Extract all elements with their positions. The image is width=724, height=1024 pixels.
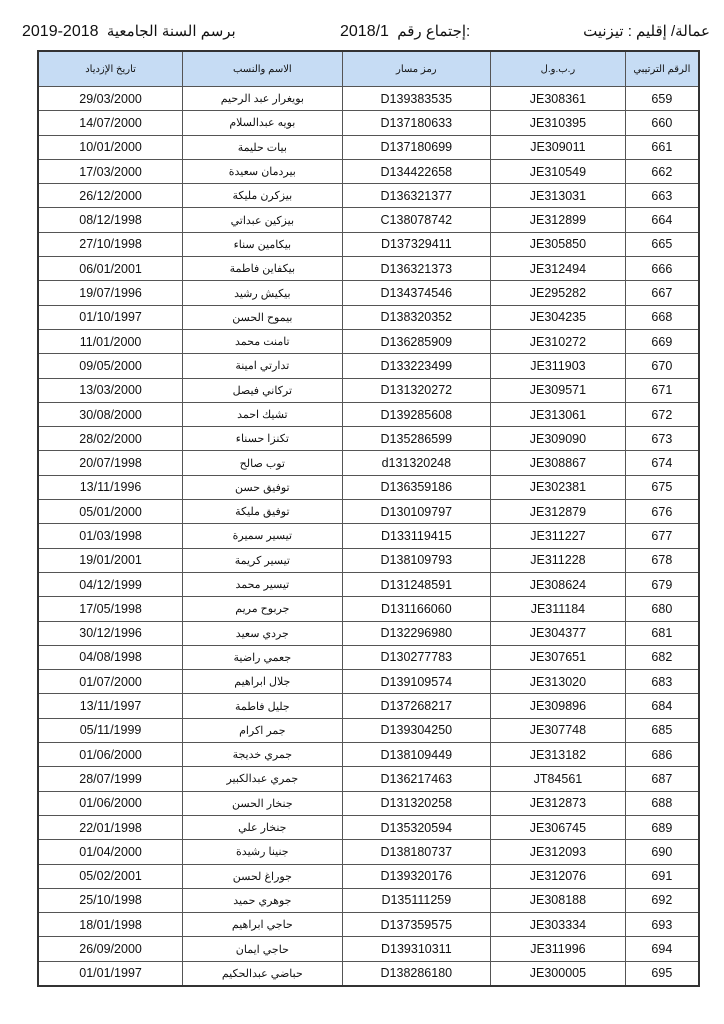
- table-row: [38, 888, 699, 912]
- academic-year: [22, 22, 236, 41]
- full-name-cell: تشيك احمد: [183, 402, 342, 426]
- full-name-cell: بيات حليمة: [183, 135, 342, 159]
- cin-cell: JE309090: [491, 427, 626, 451]
- birth-date-cell: 28/07/1999: [38, 767, 183, 791]
- meeting-number-label: إجتماع رقم:: [397, 23, 471, 40]
- massar-code-cell: D137180699: [342, 135, 491, 159]
- table-header-row: [38, 51, 699, 87]
- order-number-cell: 660: [625, 111, 699, 135]
- students-table: [37, 50, 700, 987]
- cin-cell: JE308361: [491, 87, 626, 111]
- column-header-full-name: الاسم والنسب: [183, 51, 342, 87]
- table-row: [38, 329, 699, 353]
- full-name-cell: جردي سعيد: [183, 621, 342, 645]
- cin-cell: JE300005: [491, 961, 626, 986]
- table-row: [38, 524, 699, 548]
- full-name-cell: جليل فاطمة: [183, 694, 342, 718]
- massar-code-cell: D137359575: [342, 913, 491, 937]
- birth-date-cell: 17/03/2000: [38, 159, 183, 183]
- cin-cell: JE302381: [491, 475, 626, 499]
- full-name-cell: تامنت محمد: [183, 329, 342, 353]
- massar-code-cell: D139304250: [342, 718, 491, 742]
- massar-code-cell: D135320594: [342, 815, 491, 839]
- cin-cell: JE307748: [491, 718, 626, 742]
- full-name-cell: تدارتي امينة: [183, 354, 342, 378]
- table-row: [38, 354, 699, 378]
- massar-code-cell: D136359186: [342, 475, 491, 499]
- birth-date-cell: 29/03/2000: [38, 87, 183, 111]
- massar-code-cell: D131166060: [342, 597, 491, 621]
- full-name-cell: بيكيش رشيد: [183, 281, 342, 305]
- cin-cell: JE310549: [491, 159, 626, 183]
- table-row: [38, 645, 699, 669]
- table-row: [38, 378, 699, 402]
- birth-date-cell: 25/10/1998: [38, 888, 183, 912]
- birth-date-cell: 14/07/2000: [38, 111, 183, 135]
- massar-code-cell: D134374546: [342, 281, 491, 305]
- full-name-cell: توفيق مليكة: [183, 500, 342, 524]
- full-name-cell: توب صالح: [183, 451, 342, 475]
- cin-cell: JE312494: [491, 257, 626, 281]
- order-number-cell: 681: [625, 621, 699, 645]
- birth-date-cell: 11/01/2000: [38, 329, 183, 353]
- full-name-cell: بيموح الحسن: [183, 305, 342, 329]
- full-name-cell: تيسير كريمة: [183, 548, 342, 572]
- order-number-cell: 689: [625, 815, 699, 839]
- birth-date-cell: 13/11/1997: [38, 694, 183, 718]
- massar-code-cell: D138109793: [342, 548, 491, 572]
- meeting-number-value: 2018/1: [340, 23, 389, 40]
- massar-code-cell: D135286599: [342, 427, 491, 451]
- cin-cell: JE313061: [491, 402, 626, 426]
- table-row: [38, 548, 699, 572]
- column-header-order-number: الرقم الترتيبي: [625, 51, 699, 87]
- full-name-cell: تركاني فيصل: [183, 378, 342, 402]
- order-number-cell: 676: [625, 500, 699, 524]
- full-name-cell: بيزكرن مليكة: [183, 184, 342, 208]
- table-row: [38, 402, 699, 426]
- table-row: [38, 864, 699, 888]
- cin-cell: JE304377: [491, 621, 626, 645]
- full-name-cell: جمري خديجة: [183, 743, 342, 767]
- massar-code-cell: D137180633: [342, 111, 491, 135]
- full-name-cell: تيسير محمد: [183, 572, 342, 596]
- massar-code-cell: D139109574: [342, 670, 491, 694]
- birth-date-cell: 19/01/2001: [38, 548, 183, 572]
- full-name-cell: تكنزا حسناء: [183, 427, 342, 451]
- cin-cell: JE311996: [491, 937, 626, 961]
- birth-date-cell: 19/07/1996: [38, 281, 183, 305]
- column-header-birth-date: تاريخ الإزدياد: [38, 51, 183, 87]
- birth-date-cell: 20/07/1998: [38, 451, 183, 475]
- full-name-cell: بويه عبدالسلام: [183, 111, 342, 135]
- cin-cell: JE310272: [491, 329, 626, 353]
- massar-code-cell: D130109797: [342, 500, 491, 524]
- full-name-cell: جوهري حميد: [183, 888, 342, 912]
- table-row: [38, 427, 699, 451]
- order-number-cell: 666: [625, 257, 699, 281]
- massar-code-cell: D137268217: [342, 694, 491, 718]
- massar-code-cell: D136217463: [342, 767, 491, 791]
- full-name-cell: تيسير سميرة: [183, 524, 342, 548]
- academic-year-label: برسم السنة الجامعية: [106, 23, 236, 40]
- cin-cell: JE312899: [491, 208, 626, 232]
- massar-code-cell: D138180737: [342, 840, 491, 864]
- meeting-number: [340, 22, 470, 41]
- birth-date-cell: 04/12/1999: [38, 572, 183, 596]
- order-number-cell: 695: [625, 961, 699, 986]
- massar-code-cell: D139320176: [342, 864, 491, 888]
- order-number-cell: 675: [625, 475, 699, 499]
- order-number-cell: 661: [625, 135, 699, 159]
- cin-cell: JE306745: [491, 815, 626, 839]
- table-row: [38, 572, 699, 596]
- cin-cell: JE313020: [491, 670, 626, 694]
- table-row: [38, 281, 699, 305]
- order-number-cell: 678: [625, 548, 699, 572]
- full-name-cell: بيكفاين فاطمة: [183, 257, 342, 281]
- table-row: [38, 451, 699, 475]
- birth-date-cell: 09/05/2000: [38, 354, 183, 378]
- massar-code-cell: D135111259: [342, 888, 491, 912]
- massar-code-cell: D139383535: [342, 87, 491, 111]
- massar-code-cell: D138286180: [342, 961, 491, 986]
- table-row: [38, 840, 699, 864]
- massar-code-cell: D136321377: [342, 184, 491, 208]
- table-row: [38, 135, 699, 159]
- column-header-massar-code: رمز مسار: [342, 51, 491, 87]
- table-row: [38, 913, 699, 937]
- table-row: [38, 475, 699, 499]
- birth-date-cell: 01/06/2000: [38, 743, 183, 767]
- table-row: [38, 597, 699, 621]
- academic-year-value: 2019-2018: [22, 23, 99, 40]
- cin-cell: JE312873: [491, 791, 626, 815]
- birth-date-cell: 01/03/1998: [38, 524, 183, 548]
- order-number-cell: 686: [625, 743, 699, 767]
- cin-cell: JE308867: [491, 451, 626, 475]
- full-name-cell: جعمي راضية: [183, 645, 342, 669]
- order-number-cell: 682: [625, 645, 699, 669]
- birth-date-cell: 01/10/1997: [38, 305, 183, 329]
- table-row: [38, 500, 699, 524]
- birth-date-cell: 17/05/1998: [38, 597, 183, 621]
- massar-code-cell: D139310311: [342, 937, 491, 961]
- order-number-cell: 690: [625, 840, 699, 864]
- table-row: [38, 791, 699, 815]
- full-name-cell: جمري عبدالكبير: [183, 767, 342, 791]
- massar-code-cell: D139285608: [342, 402, 491, 426]
- massar-code-cell: D134422658: [342, 159, 491, 183]
- order-number-cell: 673: [625, 427, 699, 451]
- cin-cell: JE307651: [491, 645, 626, 669]
- table-row: [38, 232, 699, 256]
- full-name-cell: حباضي عبدالحكيم: [183, 961, 342, 986]
- cin-cell: JE295282: [491, 281, 626, 305]
- order-number-cell: 680: [625, 597, 699, 621]
- birth-date-cell: 18/01/1998: [38, 913, 183, 937]
- birth-date-cell: 13/03/2000: [38, 378, 183, 402]
- birth-date-cell: 04/08/1998: [38, 645, 183, 669]
- cin-cell: JE303334: [491, 913, 626, 937]
- birth-date-cell: 26/09/2000: [38, 937, 183, 961]
- table-row: [38, 621, 699, 645]
- table-row: [38, 718, 699, 742]
- cin-cell: JE311227: [491, 524, 626, 548]
- full-name-cell: جوراغ لحسن: [183, 864, 342, 888]
- cin-cell: JE309571: [491, 378, 626, 402]
- birth-date-cell: 05/02/2001: [38, 864, 183, 888]
- full-name-cell: حاجي ايمان: [183, 937, 342, 961]
- order-number-cell: 692: [625, 888, 699, 912]
- cin-cell: JE312076: [491, 864, 626, 888]
- order-number-cell: 693: [625, 913, 699, 937]
- massar-code-cell: D133223499: [342, 354, 491, 378]
- birth-date-cell: 01/01/1997: [38, 961, 183, 986]
- order-number-cell: 685: [625, 718, 699, 742]
- table-row: [38, 111, 699, 135]
- birth-date-cell: 30/08/2000: [38, 402, 183, 426]
- massar-code-cell: D138109449: [342, 743, 491, 767]
- birth-date-cell: 06/01/2001: [38, 257, 183, 281]
- massar-code-cell: D136321373: [342, 257, 491, 281]
- order-number-cell: 668: [625, 305, 699, 329]
- massar-code-cell: D131320258: [342, 791, 491, 815]
- birth-date-cell: 28/02/2000: [38, 427, 183, 451]
- massar-code-cell: C138078742: [342, 208, 491, 232]
- order-number-cell: 663: [625, 184, 699, 208]
- massar-code-cell: d131320248: [342, 451, 491, 475]
- cin-cell: JE312879: [491, 500, 626, 524]
- birth-date-cell: 27/10/1998: [38, 232, 183, 256]
- full-name-cell: بيزكين عبداتي: [183, 208, 342, 232]
- birth-date-cell: 13/11/1996: [38, 475, 183, 499]
- birth-date-cell: 10/01/2000: [38, 135, 183, 159]
- massar-code-cell: D131320272: [342, 378, 491, 402]
- cin-cell: JE305850: [491, 232, 626, 256]
- order-number-cell: 679: [625, 572, 699, 596]
- order-number-cell: 659: [625, 87, 699, 111]
- order-number-cell: 671: [625, 378, 699, 402]
- full-name-cell: جلال ابراهيم: [183, 670, 342, 694]
- order-number-cell: 691: [625, 864, 699, 888]
- table-row: [38, 305, 699, 329]
- birth-date-cell: 30/12/1996: [38, 621, 183, 645]
- cin-cell: JE313031: [491, 184, 626, 208]
- birth-date-cell: 26/12/2000: [38, 184, 183, 208]
- birth-date-cell: 05/01/2000: [38, 500, 183, 524]
- order-number-cell: 669: [625, 329, 699, 353]
- cin-cell: JE309896: [491, 694, 626, 718]
- order-number-cell: 672: [625, 402, 699, 426]
- full-name-cell: توفيق حسن: [183, 475, 342, 499]
- table-row: [38, 694, 699, 718]
- order-number-cell: 667: [625, 281, 699, 305]
- order-number-cell: 687: [625, 767, 699, 791]
- full-name-cell: بويغرار عبد الرحيم: [183, 87, 342, 111]
- massar-code-cell: D132296980: [342, 621, 491, 645]
- cin-cell: JE311903: [491, 354, 626, 378]
- cin-cell: JE311228: [491, 548, 626, 572]
- cin-cell: JE309011: [491, 135, 626, 159]
- province-label: عمالة/ إقليم : تيزنيت: [583, 23, 710, 40]
- column-header-cin: ر.ب.و.ل: [491, 51, 626, 87]
- order-number-cell: 674: [625, 451, 699, 475]
- table-row: [38, 87, 699, 111]
- table-row: [38, 743, 699, 767]
- massar-code-cell: D130277783: [342, 645, 491, 669]
- table-row: [38, 961, 699, 986]
- order-number-cell: 684: [625, 694, 699, 718]
- massar-code-cell: D136285909: [342, 329, 491, 353]
- order-number-cell: 688: [625, 791, 699, 815]
- order-number-cell: 662: [625, 159, 699, 183]
- cin-cell: JE304235: [491, 305, 626, 329]
- order-number-cell: 670: [625, 354, 699, 378]
- cin-cell: JE308188: [491, 888, 626, 912]
- order-number-cell: 664: [625, 208, 699, 232]
- table-row: [38, 184, 699, 208]
- full-name-cell: حاجي ابراهيم: [183, 913, 342, 937]
- full-name-cell: جنخار الحسن: [183, 791, 342, 815]
- birth-date-cell: 08/12/1998: [38, 208, 183, 232]
- full-name-cell: جنخار علي: [183, 815, 342, 839]
- cin-cell: JE310395: [491, 111, 626, 135]
- order-number-cell: 694: [625, 937, 699, 961]
- full-name-cell: بيردمان سعيدة: [183, 159, 342, 183]
- massar-code-cell: D138320352: [342, 305, 491, 329]
- full-name-cell: جربوح مريم: [183, 597, 342, 621]
- birth-date-cell: 01/07/2000: [38, 670, 183, 694]
- massar-code-cell: D131248591: [342, 572, 491, 596]
- table-row: [38, 815, 699, 839]
- order-number-cell: 665: [625, 232, 699, 256]
- massar-code-cell: D137329411: [342, 232, 491, 256]
- cin-cell: JE312093: [491, 840, 626, 864]
- birth-date-cell: 01/04/2000: [38, 840, 183, 864]
- full-name-cell: جنينا رشيدة: [183, 840, 342, 864]
- table-row: [38, 257, 699, 281]
- cin-cell: JE308624: [491, 572, 626, 596]
- order-number-cell: 677: [625, 524, 699, 548]
- order-number-cell: 683: [625, 670, 699, 694]
- table-row: [38, 670, 699, 694]
- birth-date-cell: 22/01/1998: [38, 815, 183, 839]
- table-row: [38, 937, 699, 961]
- birth-date-cell: 05/11/1999: [38, 718, 183, 742]
- birth-date-cell: 01/06/2000: [38, 791, 183, 815]
- table-row: [38, 767, 699, 791]
- table-row: [38, 159, 699, 183]
- cin-cell: JT84561: [491, 767, 626, 791]
- massar-code-cell: D133119415: [342, 524, 491, 548]
- full-name-cell: جمر اكرام: [183, 718, 342, 742]
- full-name-cell: بيكامين سناء: [183, 232, 342, 256]
- cin-cell: JE313182: [491, 743, 626, 767]
- cin-cell: JE311184: [491, 597, 626, 621]
- table-row: [38, 208, 699, 232]
